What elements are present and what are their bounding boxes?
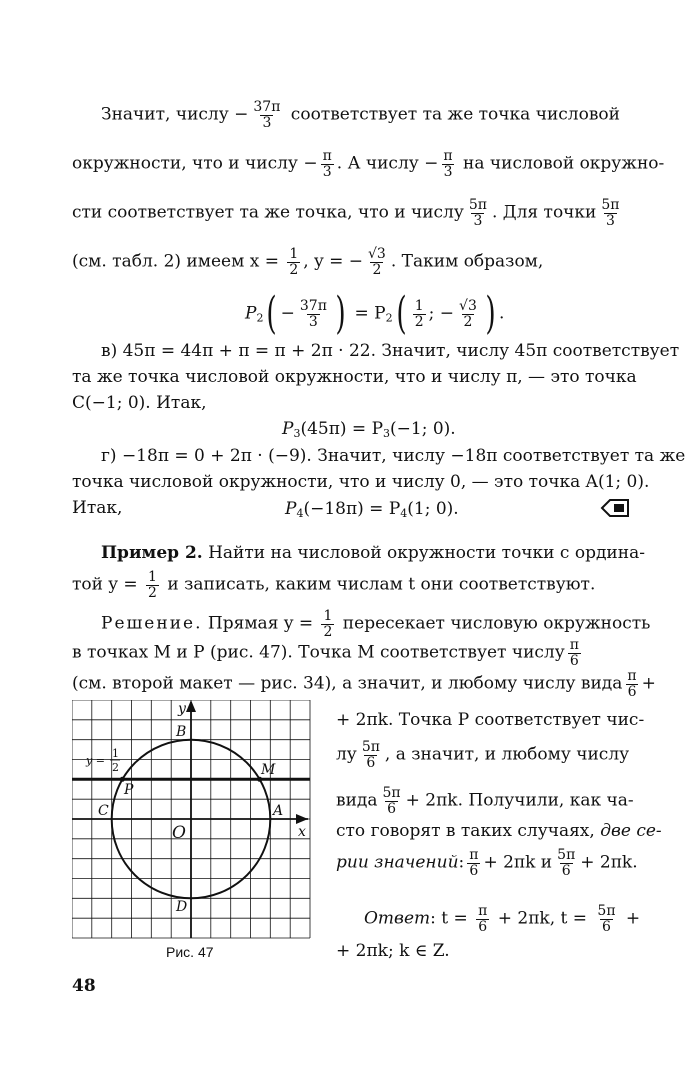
- label-x: x: [298, 824, 306, 840]
- label-M: M: [261, 762, 276, 778]
- svg-text:1: 1: [112, 747, 119, 760]
- text-right-7: + 2πk; k ∈ Z.: [336, 941, 450, 961]
- label-D: D: [176, 899, 188, 915]
- label-O: O: [172, 823, 186, 843]
- text-line-7: та же точка числовой окружности, что и числу π, — это точка: [72, 367, 637, 387]
- text-right-5: рии значений: $\frac{\pi}{6}$ + 2πk и $\frac{5\pi}{6}$ + 2πk.: [336, 847, 638, 879]
- text-line-10: г) −18π = 0 + 2π · (−9). Значит, числу −18π соответствует та же: [101, 446, 686, 466]
- label-B: B: [176, 724, 187, 740]
- text-line-14: Пример 2. Найти на числовой окружности точки с ордина-: [101, 543, 645, 563]
- formula-p4: $P_4(-18\pi) = P_4(1$; 0).: [285, 499, 459, 520]
- text-line-6: в) 45π = 44π + π = π + 2π · 22. Значит, числу 45π соответствует: [101, 341, 680, 361]
- label-A: A: [273, 803, 284, 819]
- text-line-12: Итак,: [72, 498, 123, 518]
- svg-text:2: 2: [112, 761, 119, 774]
- text-right-6: Ответ: t = $\frac{\pi}{6}$ + 2πk, t = $\frac{5\pi}{6}$ +: [364, 903, 641, 935]
- text-line-2: окружности, что и числу − $\frac{\pi}{3}$ . А числу − $\frac{\pi}{3}$ на числовой окружно-: [72, 148, 665, 180]
- text-line-8: C(−1; 0). Итак,: [72, 393, 207, 413]
- text-right-1: + 2πk. Точка P соответствует чис-: [336, 710, 645, 730]
- end-of-solution-icon: [600, 498, 630, 518]
- label-line-eq: y =: [86, 754, 105, 767]
- text-line-17: в точках M и P (рис. 47). Точка M соответствует числу $\frac{\pi}{6}$: [72, 637, 579, 669]
- label-y: y: [178, 701, 186, 717]
- text-line-3: сти соответствует та же точка, что и числу $\frac{5\pi}{3}$ . Для точки $\frac{5\pi}{3}$: [72, 197, 620, 229]
- label-P: P: [124, 782, 134, 798]
- figure-caption: Рис. 47: [166, 944, 214, 960]
- formula-p3: $P_3(45\pi) = P_3(-1$; 0).: [282, 419, 456, 440]
- fraction: $\frac{37\pi}{3}$: [253, 99, 281, 131]
- text-line-11: точка числовой окружности, что и числу 0, — это точка A(1; 0).: [72, 472, 650, 492]
- text-right-3: вида $\frac{5\pi}{6}$ + 2πk. Получили, как ча-: [336, 785, 634, 817]
- text-right-2: лу $\frac{5\pi}{6}$ , а значит, и любому числу: [336, 739, 630, 771]
- text-line-16: Решение. Прямая y = $\frac{1}{2}$ пересекает числовую окружность: [101, 608, 651, 640]
- text-line-18: (см. второй макет — рис. 34), а значит, и любому числу вида $\frac{\pi}{6}$ +: [72, 668, 656, 700]
- page-number: 48: [72, 976, 96, 996]
- text-right-4: сто говорят в таких случаях, две се-: [336, 821, 662, 841]
- text-line-4: (см. табл. 2) имеем x = $\frac{1}{2}$ , y = − $\frac{√3}{2}$ . Таким образом,: [72, 246, 544, 278]
- label-C: C: [98, 803, 109, 819]
- text-line-1: Значит, числу − $\frac{37\pi}{3}$ соответствует та же точка числовой: [101, 99, 620, 131]
- figure-47: [72, 700, 312, 940]
- display-formula-p2: $P_2$( − $\frac{37\pi}{3}$ ) = $P_2$( $\frac{1}{2}$ ; − $\frac{√3}{2}$ ) .: [245, 288, 505, 339]
- text-line-15: той y = $\frac{1}{2}$ и записать, каким числам t они соответствуют.: [72, 569, 596, 601]
